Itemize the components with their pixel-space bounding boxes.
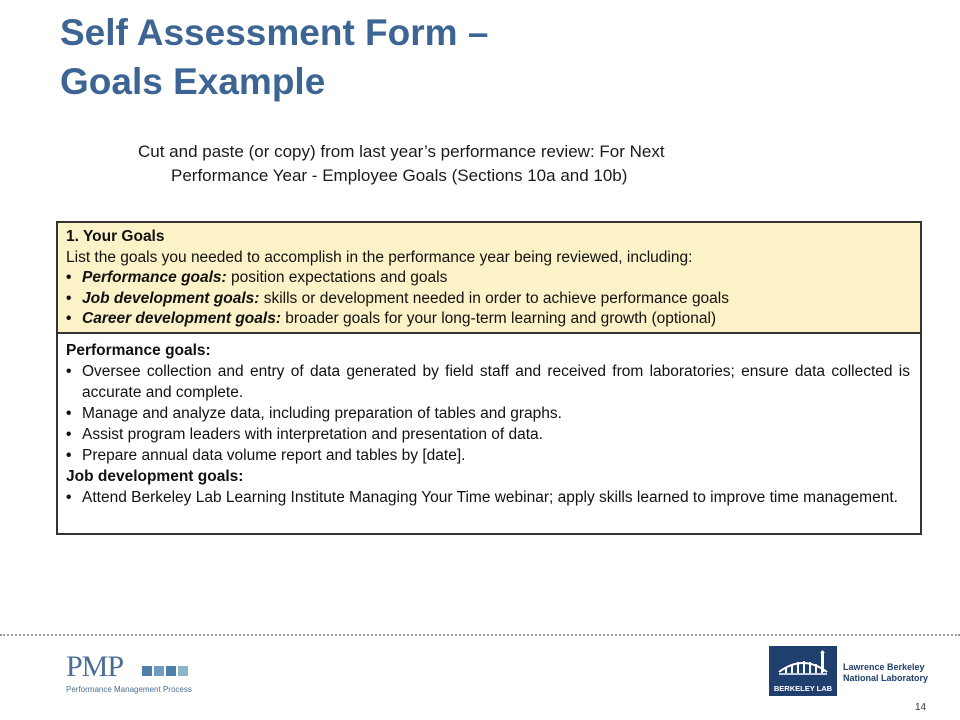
bullet-icon: • — [66, 426, 72, 443]
goals-form-excerpt — [56, 221, 922, 535]
pmp-square — [142, 666, 152, 676]
performance-goal-text: Assist program leaders with interpretation and presentation of data. — [82, 426, 543, 443]
bullet-icon: • — [66, 489, 72, 506]
bullet-icon: • — [66, 363, 72, 380]
bullet-icon: • — [66, 289, 72, 307]
pmp-square — [178, 666, 188, 676]
pmp-square — [166, 666, 176, 676]
pmp-wordmark: PMP — [66, 650, 124, 683]
header-bullet — [66, 289, 910, 310]
performance-goal-text: Manage and analyze data, including preparation of tables and graphs. — [82, 405, 562, 422]
header-bullet-label: Job development goals: — [82, 289, 260, 307]
job-development-heading: Job development goals: — [66, 468, 244, 485]
lab-name-line-2: National Laboratory — [843, 673, 929, 683]
header-bullet — [66, 309, 910, 330]
lab-name-line-1: Lawrence Berkeley — [843, 662, 925, 672]
performance-goals-heading: Performance goals: — [66, 342, 211, 359]
performance-goal-text: Prepare annual data volume report and tables by [date]. — [82, 447, 466, 464]
lab-name — [843, 662, 933, 684]
header-bullet-label: Career development goals: — [82, 310, 281, 327]
berkeley-lab-badge-text: BERKELEY LAB — [773, 684, 833, 693]
instruction-text — [138, 140, 838, 188]
header-bullet-label: Performance goals: — [82, 269, 227, 286]
title-line-1: Self Assessment Form – — [60, 12, 489, 53]
bullet-icon: • — [66, 269, 72, 286]
footer-divider — [0, 634, 960, 636]
title-line-2: Goals Example — [60, 61, 326, 102]
bullet-icon: • — [66, 310, 72, 327]
job-development-text: Attend Berkeley Lab Learning Institute Managing Your Time webinar; apply skills learned to improve time management. — [82, 489, 898, 506]
instruction-line-2: Performance Year - Employee Goals (Sections 10a and 10b) — [171, 166, 628, 185]
berkeley-lab-logo — [769, 646, 929, 696]
bullet-icon: • — [66, 405, 72, 422]
performance-goal-text: Oversee collection and entry of data generated by field staff and received from laboratories; ensure data collected is accurate and complete. — [82, 363, 910, 401]
page-number: 14 — [915, 702, 927, 713]
pmp-square — [154, 666, 164, 676]
slide-title — [60, 8, 488, 106]
list-item — [66, 361, 910, 403]
pmp-squares-icon — [142, 666, 188, 676]
list-item — [66, 487, 910, 508]
list-item — [66, 403, 910, 424]
building-dome-icon — [775, 650, 831, 684]
pmp-caption: Performance Management Process — [66, 685, 192, 694]
header-bullet-text: skills or development needed in order to achieve performance goals — [259, 289, 729, 307]
your-goals-title: 1. Your Goals — [66, 228, 165, 245]
your-goals-header — [58, 223, 920, 334]
your-goals-intro: List the goals you needed to accomplish in the performance year being reviewed, including: — [66, 248, 693, 266]
list-item — [66, 445, 910, 466]
list-item — [66, 424, 910, 445]
header-bullet-text: position expectations and goals — [226, 269, 448, 286]
goals-body — [58, 334, 920, 512]
header-bullet-text: broader goals for your long-term learning and growth (optional) — [280, 310, 717, 327]
instruction-line-1: Cut and paste (or copy) from last year’s performance review: For Next — [138, 142, 665, 161]
header-bullet — [66, 268, 910, 289]
bullet-icon: • — [66, 447, 72, 464]
berkeley-lab-badge — [769, 646, 837, 696]
pmp-logo — [66, 652, 196, 696]
